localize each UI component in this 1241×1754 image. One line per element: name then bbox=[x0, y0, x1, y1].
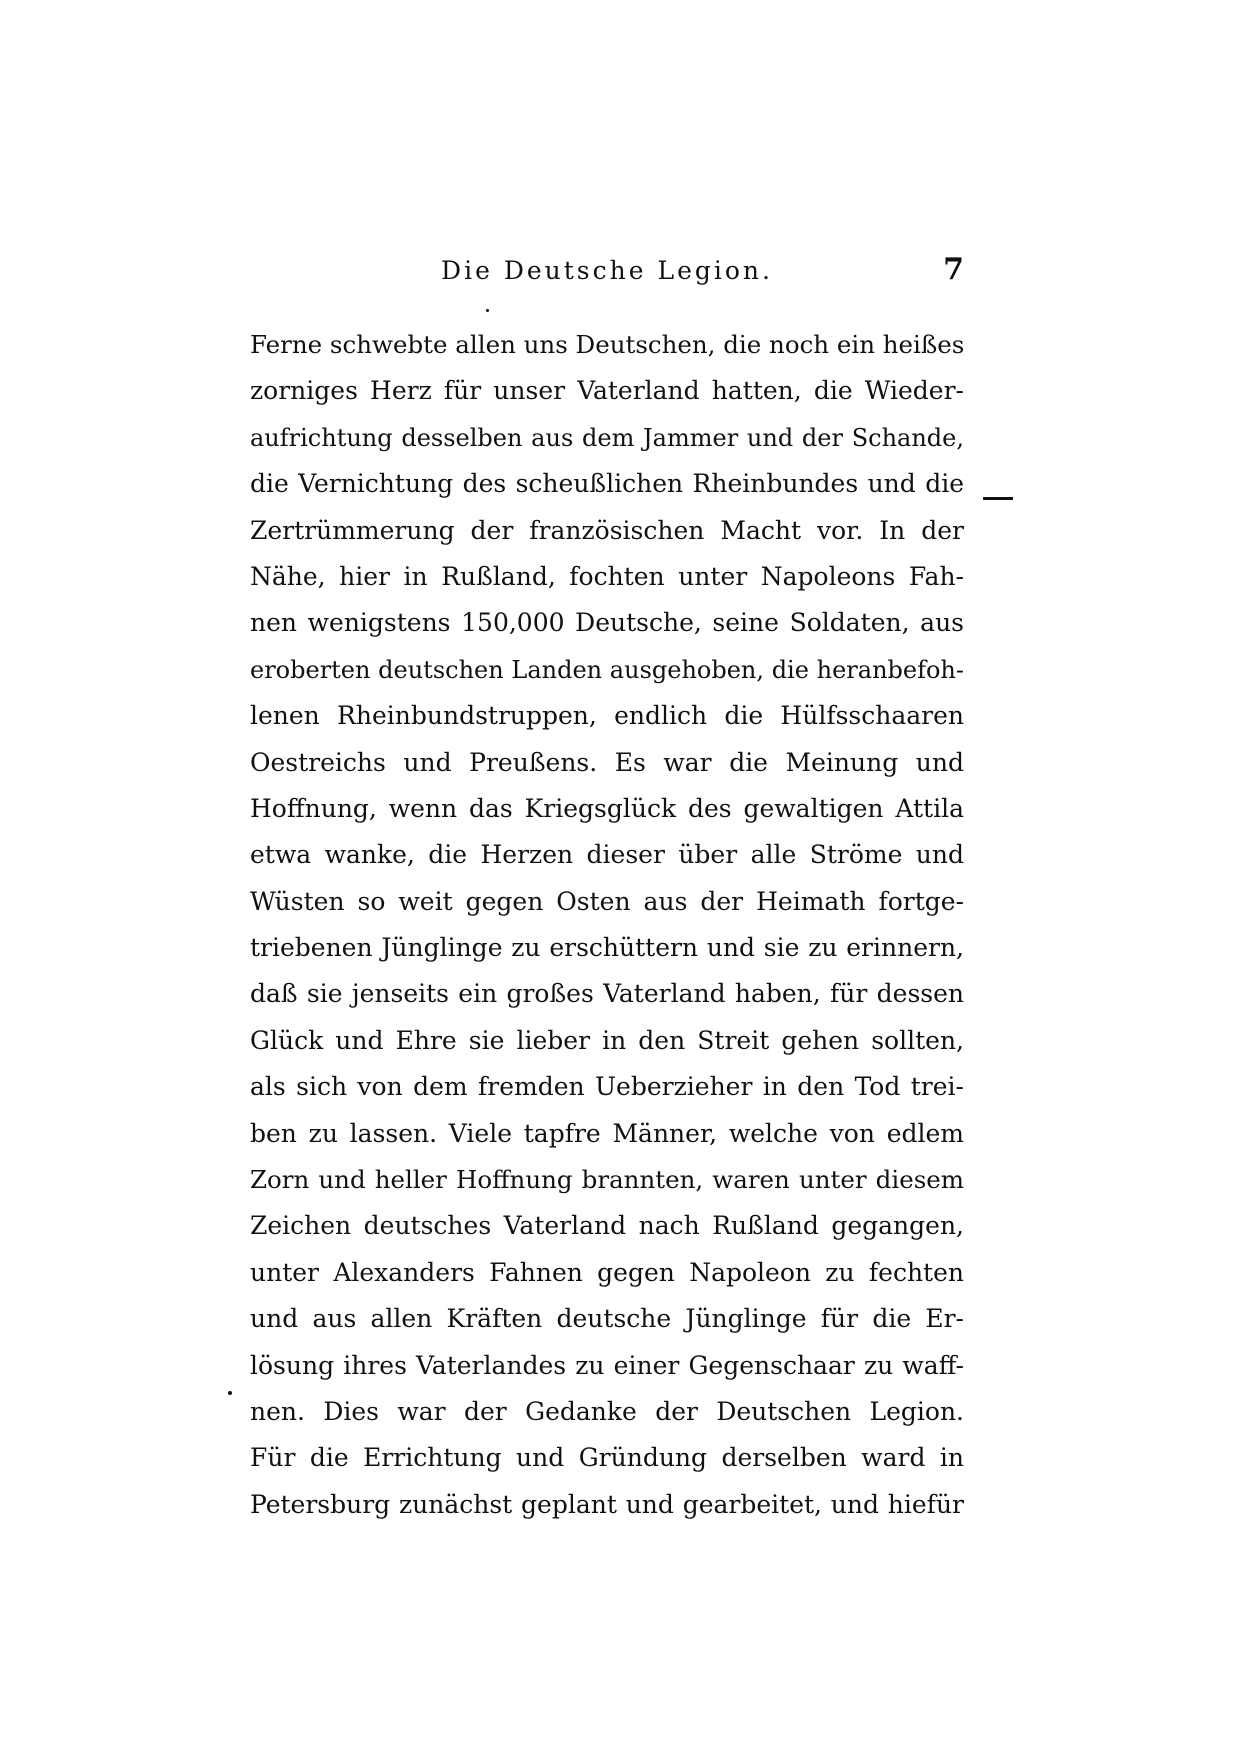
text-line: triebenen Jünglinge zu erschüttern und sie zu erinnern, bbox=[250, 933, 964, 963]
text-line: nen wenigstens 150,000 Deutsche, seine Soldaten, aus bbox=[250, 608, 964, 638]
running-title: Die Deutsche Legion. bbox=[441, 256, 773, 285]
text-line: zorniges Herz für unser Vaterland hatten, die Wieder- bbox=[250, 376, 964, 406]
ink-speck bbox=[486, 309, 489, 312]
text-line: Hoffnung, wenn das Kriegsglück des gewaltigen Attila bbox=[250, 793, 964, 823]
text-line: Oestreichs und Preußens. Es war die Meinung und bbox=[250, 747, 964, 777]
text-line: als sich von dem fremden Ueberzieher in den Tod trei- bbox=[250, 1072, 964, 1102]
text-line: die Vernichtung des scheußlichen Rheinbundes und die bbox=[250, 469, 964, 499]
text-line: ben zu lassen. Viele tapfre Männer, welche von edlem bbox=[250, 1118, 964, 1148]
text-line: lenen Rheinbundstruppen, endlich die Hülfsschaaren bbox=[250, 701, 964, 731]
body-text bbox=[250, 322, 964, 1528]
running-head bbox=[250, 252, 964, 292]
text-line: lösung ihres Vaterlandes zu einer Gegenschaar zu waff- bbox=[250, 1350, 964, 1380]
text-line: Nähe, hier in Rußland, fochten unter Napoleons Fah- bbox=[250, 561, 964, 591]
text-line: Ferne schwebte allen uns Deutschen, die noch ein heißes bbox=[250, 330, 965, 359]
text-line: und aus allen Kräften deutsche Jünglinge für die Er- bbox=[250, 1304, 964, 1334]
margin-dot-mark bbox=[228, 1391, 232, 1395]
text-line: Wüsten so weit gegen Osten aus der Heimath fortge- bbox=[250, 886, 964, 916]
text-line: Petersburg zunächst geplant und gearbeitet, und hiefür bbox=[250, 1489, 964, 1519]
text-line: Zeichen deutsches Vaterland nach Rußland gegangen, bbox=[250, 1211, 964, 1241]
text-line: Glück und Ehre sie lieber in den Streit gehen sollten, bbox=[250, 1025, 964, 1055]
margin-dash-mark bbox=[983, 497, 1013, 500]
page-number: 7 bbox=[943, 252, 964, 287]
text-line: etwa wanke, die Herzen dieser über alle Ströme und bbox=[250, 840, 964, 870]
text-line: unter Alexanders Fahnen gegen Napoleon zu fechten bbox=[250, 1257, 964, 1287]
text-line: eroberten deutschen Landen ausgehoben, die heranbefoh- bbox=[250, 655, 964, 684]
text-line: Zorn und heller Hoffnung brannten, waren unter diesem bbox=[250, 1165, 964, 1195]
text-line: nen. Dies war der Gedanke der Deutschen Legion. bbox=[250, 1396, 964, 1426]
text-line: Zertrümmerung der französischen Macht vor. In der bbox=[250, 515, 964, 545]
text-line: aufrichtung desselben aus dem Jammer und der Schande, bbox=[250, 423, 964, 452]
text-line: Für die Errichtung und Gründung derselben ward in bbox=[250, 1443, 964, 1473]
text-line: daß sie jenseits ein großes Vaterland haben, für dessen bbox=[250, 979, 964, 1009]
